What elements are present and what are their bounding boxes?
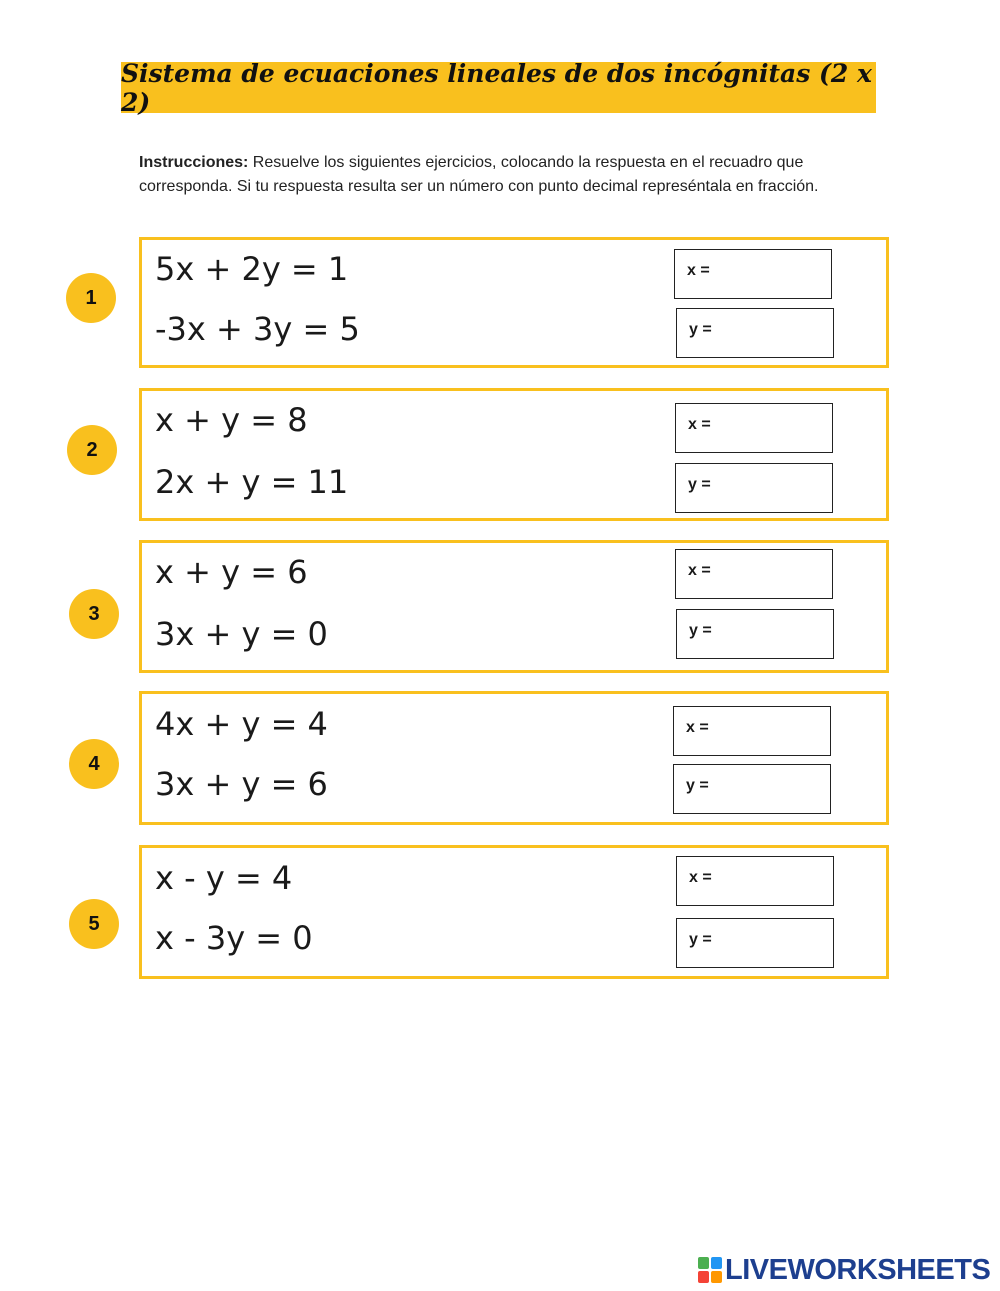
title-banner [121, 58, 876, 117]
answer-box-y-2[interactable] [675, 463, 833, 513]
answer-label-y: y = [686, 777, 709, 794]
answer-box-y-4[interactable] [673, 764, 831, 814]
exercise-number-badge: 5 [69, 899, 119, 949]
answer-input-x-2[interactable] [724, 412, 828, 446]
equation-1: 5x + 2y = 1 [155, 250, 349, 288]
instructions-label: Instrucciones: [139, 154, 249, 171]
answer-input-y-4[interactable] [722, 773, 826, 807]
answer-input-y-2[interactable] [724, 472, 828, 506]
equation-1: x + y = 8 [155, 401, 308, 439]
equation-1: x - y = 4 [155, 859, 293, 897]
answer-box-x-4[interactable] [673, 706, 831, 756]
answer-input-y-1[interactable] [725, 317, 829, 351]
answer-label-x: x = [686, 719, 709, 736]
logo-blocks-icon [698, 1257, 722, 1283]
answer-box-y-3[interactable] [676, 609, 834, 659]
exercise-number-badge: 2 [67, 425, 117, 475]
answer-input-x-1[interactable] [723, 258, 827, 292]
equation-2: 2x + y = 11 [155, 463, 349, 501]
answer-input-x-3[interactable] [724, 558, 828, 592]
answer-box-y-5[interactable] [676, 918, 834, 968]
exercise-number-badge: 4 [69, 739, 119, 789]
exercise-number-badge: 3 [69, 589, 119, 639]
answer-label-y: y = [689, 931, 712, 948]
equation-1: x + y = 6 [155, 553, 308, 591]
answer-label-y: y = [689, 321, 712, 338]
answer-box-x-1[interactable] [674, 249, 832, 299]
answer-input-y-5[interactable] [725, 927, 829, 961]
equation-2: -3x + 3y = 5 [155, 310, 360, 348]
instructions-text: Resuelve los siguientes ejercicios, colocando la respuesta en el recuadro que corresponda. Si tu respuesta resulta ser un número con punto decimal represéntala en fracción. [139, 154, 819, 195]
answer-label-y: y = [688, 476, 711, 493]
instructions [139, 151, 859, 199]
page-title: Sistema de ecuaciones lineales de dos incógnitas (2 x 2) [121, 58, 872, 117]
logo-text: LIVEWORKSHEETS [725, 1253, 991, 1286]
answer-label-y: y = [689, 622, 712, 639]
answer-box-x-2[interactable] [675, 403, 833, 453]
equation-2: 3x + y = 6 [155, 765, 328, 803]
answer-box-y-1[interactable] [676, 308, 834, 358]
equation-1: 4x + y = 4 [155, 705, 328, 743]
answer-label-x: x = [687, 262, 710, 279]
answer-box-x-5[interactable] [676, 856, 834, 906]
answer-box-x-3[interactable] [675, 549, 833, 599]
answer-label-x: x = [688, 416, 711, 433]
liveworksheets-logo [698, 1255, 990, 1285]
equation-2: 3x + y = 0 [155, 615, 328, 653]
equation-2: x - 3y = 0 [155, 919, 313, 957]
answer-input-x-5[interactable] [725, 865, 829, 899]
answer-input-x-4[interactable] [722, 715, 826, 749]
answer-input-y-3[interactable] [725, 618, 829, 652]
answer-label-x: x = [689, 869, 712, 886]
answer-label-x: x = [688, 562, 711, 579]
exercise-number-badge: 1 [66, 273, 116, 323]
